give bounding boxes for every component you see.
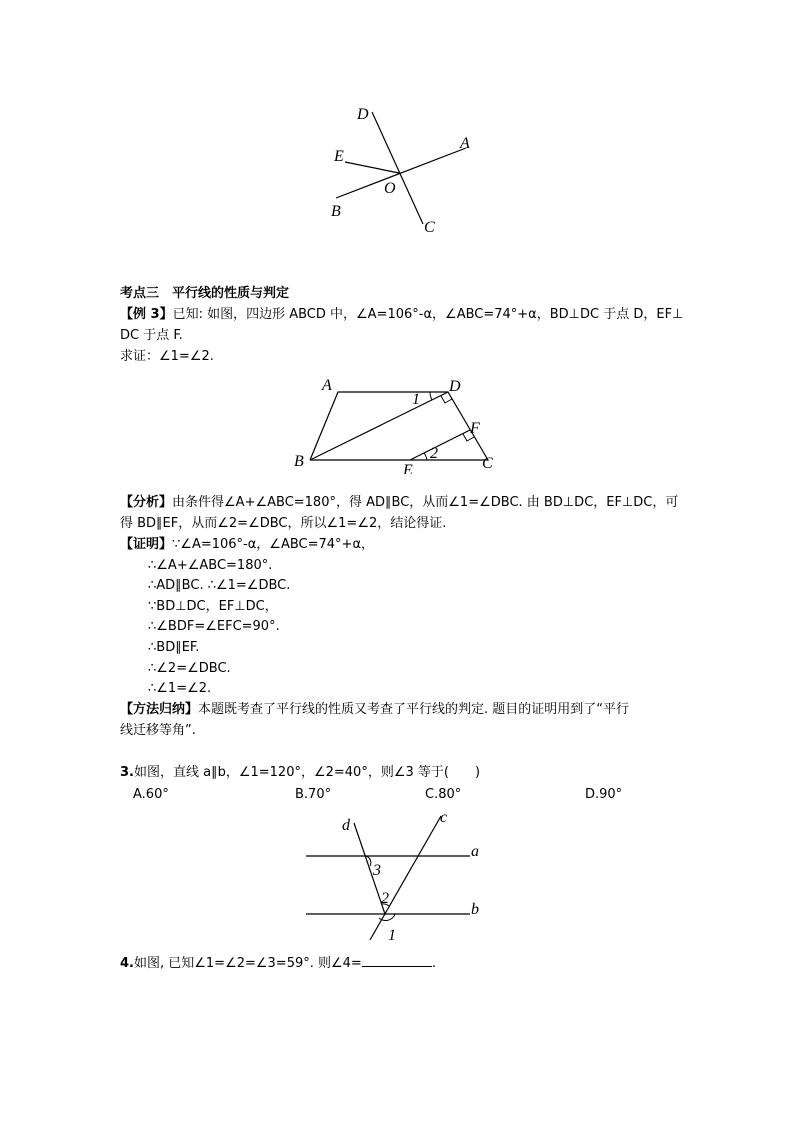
option-d: D.90° <box>585 787 623 802</box>
label-b: b <box>471 901 479 918</box>
question-number: 4. <box>120 956 134 971</box>
option-c: C.80° <box>425 787 462 802</box>
example-line-1 <box>120 305 683 325</box>
line-b-a <box>336 148 466 198</box>
analysis-line-1 <box>120 493 678 513</box>
method-tag: 【方法归纳】 <box>120 702 199 717</box>
answer-blank[interactable] <box>362 952 432 967</box>
label-angle-2: 2 <box>430 445 438 462</box>
method-line-1 <box>120 700 629 720</box>
label-b: B <box>331 203 341 220</box>
label-a: a <box>471 843 479 860</box>
proof-step: ∵BD⊥DC，EF⊥DC， <box>148 599 278 614</box>
ray-o-e <box>345 162 399 173</box>
proof-step: ∴∠2=∠DBC. <box>148 661 231 676</box>
angle-arc-1 <box>379 914 395 921</box>
label-c: c <box>440 809 448 826</box>
method-line-2: 线迁移等角”. <box>120 723 196 738</box>
analysis-text-1: 由条件得∠A+∠ABC=180°，得 AD∥BC，从而∠1=∠DBC. 由 BD⊥DC，EF⊥DC，可 <box>172 495 679 510</box>
label-b: B <box>294 453 304 470</box>
quad-outline <box>310 392 488 460</box>
label-angle-2: 2 <box>381 890 389 907</box>
label-c: C <box>482 455 493 472</box>
proof-tag: 【证明】 <box>120 537 173 552</box>
section-heading: 考点三 平行线的性质与判定 <box>120 286 290 301</box>
option-a: A.60° <box>133 787 169 802</box>
analysis-line-2: 得 BD∥EF，从而∠2=∠DBC，所以∠1=∠2，结论得证. <box>120 516 447 531</box>
proof-line-first <box>120 535 374 555</box>
segment-ef <box>410 430 470 460</box>
segment-bd <box>310 392 448 460</box>
proof-step: ∴BD∥EF. <box>148 640 200 655</box>
example-text-1: 已知: 如图，四边形 ABCD 中，∠A=106°-α，∠ABC=74°+α，BD⊥DC 于点 D，EF⊥ <box>172 307 684 322</box>
label-d: D <box>449 378 461 395</box>
proof-step: ∴∠1=∠2. <box>148 681 212 696</box>
label-e: E <box>403 462 413 474</box>
label-angle-3: 3 <box>373 862 381 879</box>
question-4 <box>120 952 436 974</box>
label-d: d <box>342 817 350 834</box>
proof-first: ∵∠A=106°-α，∠ABC=74°+α， <box>172 537 375 552</box>
angle-arc-2 <box>424 453 427 460</box>
label-o: O <box>384 180 396 197</box>
label-a: A <box>322 377 332 394</box>
figure-parallel-lines <box>300 806 495 946</box>
proof-step: ∴∠BDF=∠EFC=90°. <box>148 619 280 634</box>
analysis-tag: 【分析】 <box>120 495 173 510</box>
label-c: C <box>424 219 435 236</box>
method-text-1: 本题既考查了平行线的性质又考查了平行线的判定. 题目的证明用到了“平行 <box>198 702 630 717</box>
angle-arc-1 <box>430 392 432 400</box>
question-end: . <box>431 956 436 971</box>
figure-angles-o <box>320 100 490 240</box>
label-a: A <box>460 135 470 152</box>
label-f: F <box>470 420 480 437</box>
figure-quadrilateral <box>290 374 505 474</box>
proof-step: ∴∠A+∠ABC=180°. <box>148 558 273 573</box>
example-line-2: DC 于点 F. <box>120 328 183 343</box>
label-e: E <box>334 148 344 165</box>
question-number: 3. <box>120 765 134 780</box>
question-text: 如图，直线 a∥b，∠1=120°，∠2=40°，则∠3 等于( ) <box>133 765 481 780</box>
question-3 <box>120 763 480 783</box>
prove-statement: 求证：∠1=∠2. <box>120 349 214 364</box>
option-b: B.70° <box>295 787 332 802</box>
question-text: 如图, 已知∠1=∠2=∠3=59°. 则∠4= <box>133 956 362 971</box>
label-angle-1: 1 <box>412 391 420 408</box>
label-angle-1: 1 <box>388 927 396 944</box>
label-d: D <box>357 106 369 123</box>
example-tag: 【例 3】 <box>120 307 173 322</box>
proof-step: ∴AD∥BC. ∴∠1=∠DBC. <box>148 578 291 593</box>
